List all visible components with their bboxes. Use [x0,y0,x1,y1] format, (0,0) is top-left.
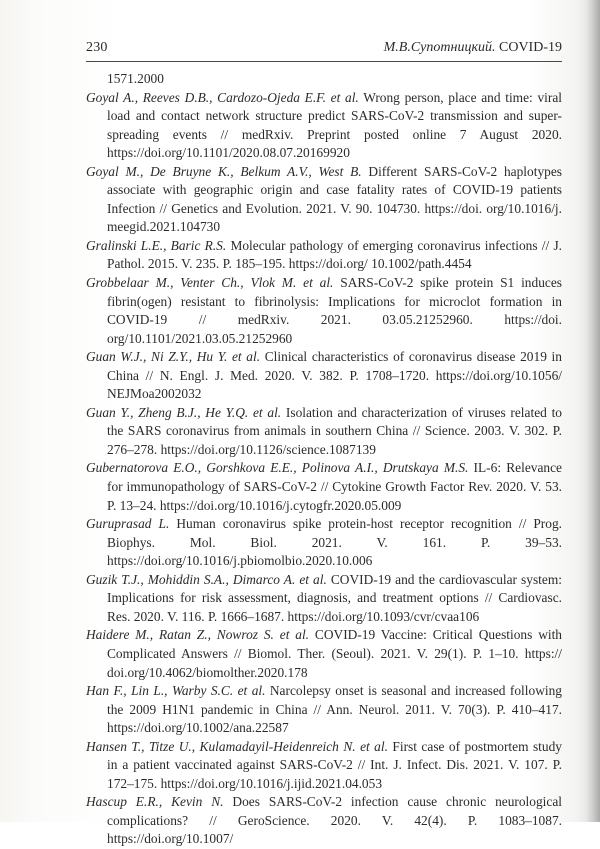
running-subject: COVID-19 [499,40,562,55]
reference-text: First case of postmortem study in a patient vaccinated against SARS-CoV-2 // Int. J. Infect. Dis. 2021. V. 107. P. 172–175. https://doi.org/10.1016/j.ijid.2021.04.053 [107,738,562,791]
running-author: М.В.Супотницкий. [383,40,496,55]
running-title [384,40,562,56]
reference-entry [86,274,562,348]
reference-entry [86,682,562,738]
reference-text: Different SARS-CoV-2 haplotypes associate with geographic origin and case fatality rates of COVID-19 patients Infection // Genetics and Evolution. 2021. V. 90. 104730. https://doi. org/10.1016/j. meegid.2021.104730 [107,163,562,235]
reference-entry [86,404,562,460]
reference-authors: Goyal M., De Bruyne K., Belkum A.V., West B. [86,163,362,179]
reference-text: Narcolepsy onset is seasonal and increased following the 2009 H1N1 pandemic in China // Ann. Neurol. 2011. V. 70(3). P. 410–417. https://doi.org/10.1002/ana.22587 [107,683,562,736]
reference-text: IL-6: Relevance for immunopathology of SARS-CoV-2 // Cytokine Growth Factor Rev. 2020. V. 53. P. 13–24. https://doi.org/10.1016/j.cytogfr.2020.05.009 [107,460,562,513]
reference-entry [86,738,562,794]
page-number: 230 [86,40,108,55]
reference-authors: Guan Y., Zheng B.J., He Y.Q. et al. [86,404,282,420]
reference-entry [86,571,562,627]
reference-entry [86,515,562,571]
page-header [86,38,562,60]
reference-entry [86,89,562,163]
reference-authors: Gralinski L.E., Baric R.S. [86,237,227,253]
reference-list [86,70,562,849]
reference-text: Molecular pathology of emerging coronavirus infections // J. Pathol. 2015. V. 235. P. 185–195. https://doi.org/ 10.1002/path.4454 [107,237,562,272]
reference-authors: Han F., Lin L., Warby S.C. et al. [86,683,266,699]
reference-authors: Grobbelaar M., Venter Ch., Vlok M. et al. [86,275,334,291]
reference-authors: Gubernatorova E.O., Gorshkova E.E., Polinova A.I., Drutskaya M.S. [86,460,469,476]
reference-text: Isolation and characterization of viruses related to the SARS coronavirus from animals in southern China // Science. 2003. V. 302. P. 276–278. https://doi.org/10.1126/science.1087139 [107,404,562,457]
reference-text: 1571.2000 [107,71,164,86]
reference-authors: Guruprasad L. [86,516,170,532]
reference-text: SARS-CoV-2 spike protein S1 induces fibrin(ogen) resistant to fibrinolysis: Implications for microclot formation in COVID-19 // medRxiv. 2021. 03.05.21252960. https://doi. org/10.1101/2021.03.05.21252960 [107,275,562,346]
reference-text: COVID-19 Vaccine: Critical Questions with Complicated Answers // Biomol. Ther. (Seoul). 2021. V. 29(1). P. 1–10. https:// doi.org/10.4062/biomolther.2020.178 [107,627,562,680]
reference-authors: Hansen T., Titze U., Kulamadayil-Heidenreich N. et al. [86,738,388,754]
reference-entry [86,237,562,274]
reference-text: Human coronavirus spike protein-host receptor recognition // Prog. Biophys. Mol. Biol. 2021. V. 161. P. 39–53. https://doi.org/10.1016/j.pbiomolbio.2020.10.006 [107,516,562,569]
reference-entry [86,459,562,515]
reference-text: Clinical characteristics of coronavirus disease 2019 in China // N. Engl. J. Med. 2020. V. 382. P. 1708–1720. https://doi.org/10.1056/ NEJMoa2002032 [107,349,562,402]
reference-authors: Haidere M., Ratan Z., Nowroz S. et al. [86,627,310,643]
reference-entry [86,626,562,682]
reference-authors: Goyal A., Reeves D.B., Cardozo-Ojeda E.F. et al. [86,89,359,105]
reference-authors: Hascup E.R., Kevin N. [86,794,224,810]
reference-text: COVID-19 and the cardiovascular system: Implications for risk assessment, diagnosis, and treatment options // Cardiovasc. Res. 2020. V. 116. P. 1666–1687. https://doi.org/10.1093/cvr/cvaa106 [107,571,562,624]
reference-entry [86,348,562,404]
reference-entry [86,793,562,849]
reference-authors: Guzik T.J., Mohiddin S.A., Dimarco A. et al. [86,571,327,587]
reference-authors: Guan W.J., Ni Z.Y., Hu Y. et al. [86,349,261,365]
page-edge-shadow [586,0,600,822]
reference-entry [86,163,562,237]
reference-text: Wrong person, place and time: viral load and contact network structure predict SARS-CoV-2 transmission and super-spreading events // medRxiv. Preprint posted online 7 August 2020. https://doi.org/10.1101/2020.08.07.20169920 [107,89,562,161]
reference-entry-continuation [86,70,562,89]
header-divider [86,61,562,62]
reference-text: Does SARS-CoV-2 infection cause chronic neurological complications? // GeroScience. 2020. V. 42(4). P. 1083–1087. https://doi.org/10.1007/ [107,794,562,847]
